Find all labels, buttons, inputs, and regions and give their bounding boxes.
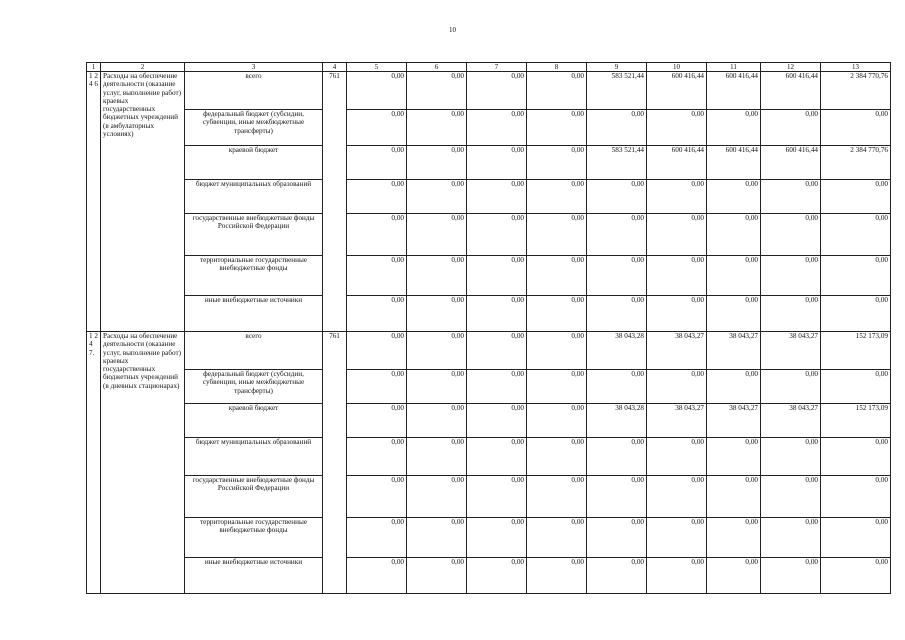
table-row — [87, 518, 891, 558]
amount-cell: 0,00 — [347, 476, 407, 518]
amount-cell: 0,00 — [347, 256, 407, 296]
header-cell: 11 — [707, 63, 761, 72]
funding-source-label: территориальные государственные внебюджетные фонды — [185, 256, 323, 296]
header-row — [87, 63, 891, 72]
amount-cell: 0,00 — [467, 332, 527, 370]
amount-cell: 0,00 — [347, 72, 407, 110]
table-row — [87, 146, 891, 180]
amount-cell: 0,00 — [707, 518, 761, 558]
amount-cell: 0,00 — [407, 476, 467, 518]
table-row — [87, 558, 891, 594]
amount-cell: 0,00 — [821, 558, 891, 594]
amount-cell: 0,00 — [587, 518, 647, 558]
amount-cell: 0,00 — [527, 438, 587, 476]
amount-cell: 0,00 — [527, 332, 587, 370]
amount-cell: 0,00 — [647, 438, 707, 476]
table-row — [87, 438, 891, 476]
amount-cell: 0,00 — [467, 256, 527, 296]
amount-cell: 600 416,44 — [761, 146, 821, 180]
amount-cell: 0,00 — [407, 370, 467, 404]
amount-cell: 0,00 — [527, 404, 587, 438]
amount-cell: 0,00 — [707, 558, 761, 594]
amount-cell: 0,00 — [707, 256, 761, 296]
table-row — [87, 332, 891, 370]
funding-source-label: федеральный бюджет (субсидии, субвенции, иные межбюджетные трансферты) — [185, 110, 323, 146]
budget-table — [86, 62, 891, 594]
amount-cell: 0,00 — [347, 404, 407, 438]
section-code: 1 2 4 7. — [87, 332, 101, 594]
funding-source-label: территориальные государственные внебюджетные фонды — [185, 518, 323, 558]
amount-cell: 0,00 — [467, 72, 527, 110]
amount-cell: 0,00 — [761, 256, 821, 296]
amount-cell: 0,00 — [587, 438, 647, 476]
amount-cell: 0,00 — [761, 296, 821, 332]
amount-cell: 0,00 — [467, 518, 527, 558]
amount-cell: 0,00 — [347, 110, 407, 146]
amount-cell: 0,00 — [527, 476, 587, 518]
amount-cell: 0,00 — [707, 476, 761, 518]
table-row — [87, 180, 891, 214]
amount-cell: 0,00 — [647, 370, 707, 404]
amount-cell: 0,00 — [761, 370, 821, 404]
table-row — [87, 296, 891, 332]
amount-cell: 0,00 — [527, 214, 587, 256]
amount-cell: 0,00 — [467, 476, 527, 518]
amount-cell: 0,00 — [647, 296, 707, 332]
amount-cell: 38 043,27 — [761, 404, 821, 438]
amount-cell: 0,00 — [821, 296, 891, 332]
amount-cell: 0,00 — [347, 438, 407, 476]
header-cell: 9 — [587, 63, 647, 72]
amount-cell: 0,00 — [647, 256, 707, 296]
amount-cell: 0,00 — [527, 146, 587, 180]
amount-cell: 0,00 — [527, 518, 587, 558]
header-cell: 2 — [101, 63, 185, 72]
amount-cell: 0,00 — [821, 438, 891, 476]
amount-cell: 0,00 — [707, 110, 761, 146]
table-row — [87, 404, 891, 438]
amount-cell: 0,00 — [647, 476, 707, 518]
table-row — [87, 110, 891, 146]
amount-cell: 0,00 — [407, 110, 467, 146]
amount-cell: 0,00 — [647, 558, 707, 594]
amount-cell: 0,00 — [587, 110, 647, 146]
amount-cell: 0,00 — [407, 518, 467, 558]
amount-cell: 0,00 — [527, 256, 587, 296]
funding-source-label: федеральный бюджет (субсидии, субвенции, иные межбюджетные трансферты) — [185, 370, 323, 404]
amount-cell: 600 416,44 — [707, 146, 761, 180]
amount-cell: 0,00 — [407, 214, 467, 256]
funding-source-label: иные внебюджетные источники — [185, 558, 323, 594]
section-code: 1 2 4 6 — [87, 72, 101, 332]
amount-cell: 0,00 — [647, 110, 707, 146]
amount-cell: 38 043,27 — [647, 404, 707, 438]
amount-cell: 0,00 — [707, 438, 761, 476]
amount-cell: 0,00 — [527, 296, 587, 332]
header-cell: 4 — [323, 63, 347, 72]
funding-source-label: всего — [185, 72, 323, 110]
amount-cell: 0,00 — [761, 476, 821, 518]
amount-cell: 2 384 770,76 — [821, 72, 891, 110]
amount-cell: 0,00 — [527, 370, 587, 404]
table-row — [87, 370, 891, 404]
amount-cell: 0,00 — [707, 214, 761, 256]
funding-source-label: бюджет муниципальных образований — [185, 180, 323, 214]
amount-cell: 0,00 — [587, 370, 647, 404]
header-cell: 7 — [467, 63, 527, 72]
grbs-code: 761 — [323, 332, 347, 594]
amount-cell: 0,00 — [407, 180, 467, 214]
amount-cell: 0,00 — [407, 404, 467, 438]
funding-source-label: всего — [185, 332, 323, 370]
amount-cell: 600 416,44 — [707, 72, 761, 110]
amount-cell: 0,00 — [347, 146, 407, 180]
amount-cell: 0,00 — [407, 438, 467, 476]
amount-cell: 0,00 — [761, 558, 821, 594]
amount-cell: 0,00 — [467, 558, 527, 594]
amount-cell: 0,00 — [707, 370, 761, 404]
amount-cell: 0,00 — [647, 518, 707, 558]
table-row — [87, 476, 891, 518]
funding-source-label: государственные внебюджетные фонды Российской Федерации — [185, 214, 323, 256]
table-body — [87, 63, 891, 594]
amount-cell: 0,00 — [467, 438, 527, 476]
amount-cell: 0,00 — [347, 332, 407, 370]
table-row — [87, 256, 891, 296]
amount-cell: 600 416,44 — [761, 72, 821, 110]
amount-cell: 0,00 — [821, 180, 891, 214]
header-cell: 3 — [185, 63, 323, 72]
amount-cell: 0,00 — [347, 180, 407, 214]
amount-cell: 0,00 — [821, 110, 891, 146]
amount-cell: 38 043,27 — [647, 332, 707, 370]
amount-cell: 0,00 — [347, 370, 407, 404]
section-description: Расходы на обеспечение деятельности (оказание услуг, выполнение работ) краевых государственных бюджетных учреждений (в амбулаторных условиях) — [101, 72, 185, 332]
amount-cell: 0,00 — [467, 146, 527, 180]
amount-cell: 2 384 770,76 — [821, 146, 891, 180]
amount-cell: 583 521,44 — [587, 146, 647, 180]
amount-cell: 0,00 — [821, 370, 891, 404]
amount-cell: 0,00 — [527, 72, 587, 110]
grbs-code: 761 — [323, 72, 347, 332]
amount-cell: 38 043,28 — [587, 404, 647, 438]
header-cell: 10 — [647, 63, 707, 72]
amount-cell: 0,00 — [647, 214, 707, 256]
amount-cell: 0,00 — [707, 180, 761, 214]
amount-cell: 0,00 — [647, 180, 707, 214]
amount-cell: 0,00 — [761, 438, 821, 476]
table-row — [87, 214, 891, 256]
table-row — [87, 72, 891, 110]
header-cell: 12 — [761, 63, 821, 72]
amount-cell: 0,00 — [821, 256, 891, 296]
amount-cell: 152 173,09 — [821, 332, 891, 370]
amount-cell: 38 043,27 — [707, 332, 761, 370]
amount-cell: 0,00 — [587, 558, 647, 594]
funding-source-label: иные внебюджетные источники — [185, 296, 323, 332]
amount-cell: 583 521,44 — [587, 72, 647, 110]
amount-cell: 0,00 — [347, 518, 407, 558]
amount-cell: 38 043,27 — [761, 332, 821, 370]
amount-cell: 0,00 — [761, 180, 821, 214]
amount-cell: 0,00 — [467, 110, 527, 146]
amount-cell: 0,00 — [407, 72, 467, 110]
page-number: 10 — [449, 26, 456, 34]
amount-cell: 0,00 — [527, 558, 587, 594]
amount-cell: 0,00 — [587, 296, 647, 332]
amount-cell: 0,00 — [347, 214, 407, 256]
amount-cell: 0,00 — [407, 332, 467, 370]
funding-source-label: краевой бюджет — [185, 146, 323, 180]
header-cell: 8 — [527, 63, 587, 72]
amount-cell: 152 173,09 — [821, 404, 891, 438]
amount-cell: 0,00 — [761, 518, 821, 558]
amount-cell: 38 043,27 — [707, 404, 761, 438]
amount-cell: 0,00 — [587, 214, 647, 256]
header-cell: 13 — [821, 63, 891, 72]
funding-source-label: бюджет муниципальных образований — [185, 438, 323, 476]
amount-cell: 0,00 — [467, 370, 527, 404]
amount-cell: 0,00 — [467, 214, 527, 256]
amount-cell: 0,00 — [467, 180, 527, 214]
funding-source-label: краевой бюджет — [185, 404, 323, 438]
amount-cell: 600 416,44 — [647, 72, 707, 110]
amount-cell: 600 416,44 — [647, 146, 707, 180]
header-cell: 6 — [407, 63, 467, 72]
header-cell: 5 — [347, 63, 407, 72]
amount-cell: 0,00 — [707, 296, 761, 332]
amount-cell: 0,00 — [527, 110, 587, 146]
amount-cell: 0,00 — [761, 110, 821, 146]
header-cell: 1 — [87, 63, 101, 72]
amount-cell: 0,00 — [821, 476, 891, 518]
amount-cell: 0,00 — [761, 214, 821, 256]
amount-cell: 0,00 — [587, 256, 647, 296]
amount-cell: 0,00 — [407, 558, 467, 594]
amount-cell: 0,00 — [467, 404, 527, 438]
amount-cell: 0,00 — [527, 180, 587, 214]
amount-cell: 0,00 — [587, 180, 647, 214]
amount-cell: 0,00 — [407, 296, 467, 332]
amount-cell: 0,00 — [407, 146, 467, 180]
amount-cell: 38 043,28 — [587, 332, 647, 370]
amount-cell: 0,00 — [347, 558, 407, 594]
amount-cell: 0,00 — [407, 256, 467, 296]
section-description: Расходы на обеспечение деятельности (оказание услуг, выполнение работ) краевых государственных бюджетных учреждений (в дневных стационарах) — [101, 332, 185, 594]
amount-cell: 0,00 — [821, 518, 891, 558]
amount-cell: 0,00 — [587, 476, 647, 518]
funding-source-label: государственные внебюджетные фонды Российской Федерации — [185, 476, 323, 518]
amount-cell: 0,00 — [467, 296, 527, 332]
amount-cell: 0,00 — [347, 296, 407, 332]
amount-cell: 0,00 — [821, 214, 891, 256]
